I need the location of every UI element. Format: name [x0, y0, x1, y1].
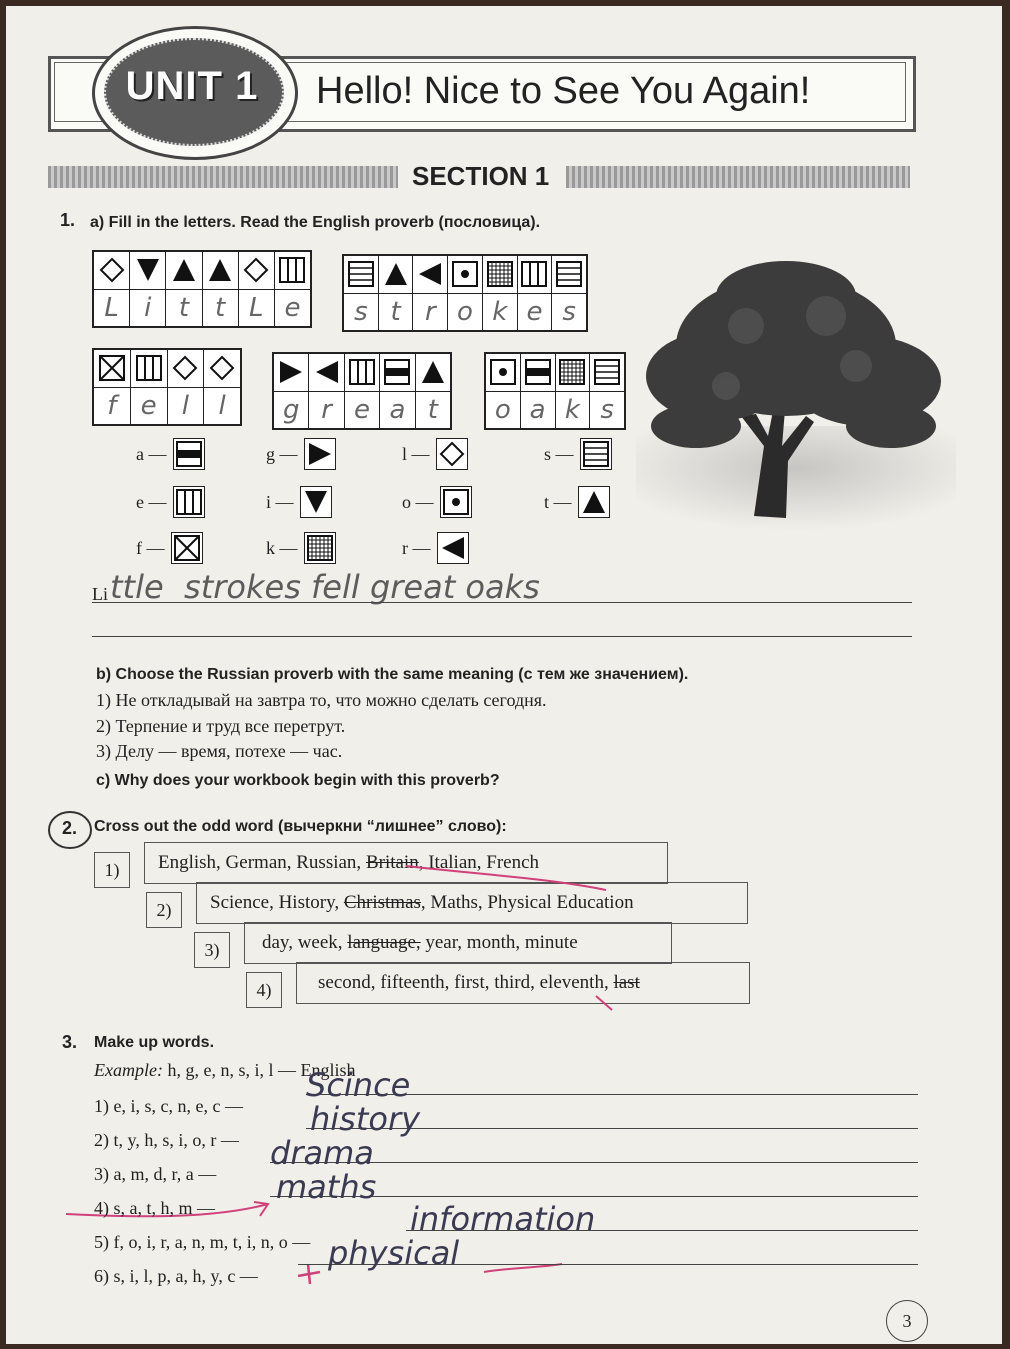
- cipher-letter-cell[interactable]: e: [284, 292, 301, 323]
- cipher-letter-cell[interactable]: e: [518, 294, 553, 331]
- cipher-letter-cell[interactable]: i: [130, 290, 166, 327]
- key-letter: t —: [544, 491, 572, 512]
- proverb-answer-handwritten: ttle strokes fell great oaks: [110, 568, 540, 606]
- key-letter: f —: [136, 537, 165, 558]
- q2-row2-post: , Maths, Physical Education: [420, 892, 634, 913]
- cipher-letter-cell[interactable]: f: [94, 388, 131, 425]
- cipher-letter-cell[interactable]: s: [344, 294, 379, 331]
- q3-example-text: h, g, e, n, s, i, l — English: [167, 1060, 356, 1080]
- cipher-letter-cell[interactable]: L: [94, 290, 130, 327]
- cipher-letter-cell[interactable]: t: [166, 290, 202, 327]
- q2-row3-odd-word[interactable]: language,: [347, 932, 421, 953]
- q3-item-4-letters: 4) s, a, t, h, m —: [94, 1198, 215, 1218]
- q2-row4-pre: second, fifteenth, first, third, eleventh,: [318, 972, 614, 993]
- q2-row4-odd-word[interactable]: last: [613, 972, 640, 993]
- q3-item-1-answer[interactable]: Scince: [306, 1066, 411, 1104]
- q3-item-2-letters: 2) t, y, h, s, i, o, r —: [94, 1130, 239, 1150]
- key-letter: g —: [266, 443, 298, 464]
- q3-item-6-answer[interactable]: physical: [328, 1234, 460, 1272]
- proverb-answer-prefix: Li: [92, 584, 108, 604]
- key-letter: l —: [402, 443, 430, 464]
- q2-row3-post: year, month, minute: [420, 932, 578, 953]
- q1-number: 1.: [60, 210, 76, 230]
- cipher-letter-cell[interactable]: e: [345, 392, 380, 429]
- q3-item-3-answer[interactable]: drama: [270, 1134, 374, 1172]
- q2-row2-odd-word[interactable]: Christmas: [343, 892, 421, 913]
- q2-row1-post: , Italian, French: [418, 852, 540, 873]
- q3-example-label: Example:: [94, 1060, 163, 1080]
- q3-item-4-answer[interactable]: maths: [276, 1168, 377, 1206]
- cipher-letter-cell[interactable]: k: [556, 392, 591, 429]
- q3-item-6-letters: 6) s, i, l, p, a, h, y, c —: [94, 1266, 258, 1286]
- q2-row1-odd-word[interactable]: Britain: [365, 852, 419, 873]
- cipher-letter-cell[interactable]: o: [448, 294, 483, 331]
- key-letter: a —: [136, 443, 167, 464]
- q1b-option-1: 1) Не откладывай на завтра то, что можно сделать сегодня.: [96, 690, 547, 710]
- cipher-letter-cell[interactable]: l: [218, 390, 226, 421]
- q3-number: 3.: [62, 1032, 78, 1052]
- unit-title: Hello! Nice to See You Again!: [316, 70, 811, 112]
- q1c-instruction: c) Why does your workbook begin with this proverb?: [96, 772, 500, 789]
- cipher-letter-cell[interactable]: l: [168, 388, 205, 425]
- cipher-letter-cell[interactable]: g: [274, 392, 309, 429]
- key-letter: i —: [266, 491, 294, 512]
- q2-row4-number: 4): [246, 972, 282, 1008]
- cipher-letter-cell[interactable]: o: [486, 392, 521, 429]
- unit-label: UNIT 1: [125, 64, 259, 108]
- q1a-instruction: a) Fill in the letters. Read the English proverb (пословица).: [90, 214, 541, 231]
- q2-row3-number: 3): [194, 932, 230, 968]
- q2-row2-pre: Science, History,: [210, 892, 344, 913]
- cipher-letter-cell[interactable]: e: [131, 388, 168, 425]
- q3-item-1-letters: 1) e, i, s, c, n, e, c —: [94, 1096, 243, 1116]
- q3-item-5-letters: 5) f, o, i, r, a, n, m, t, i, n, o —: [94, 1232, 311, 1252]
- cipher-letter-cell[interactable]: s: [600, 394, 614, 425]
- key-letter: e —: [136, 491, 167, 512]
- cipher-letter-cell[interactable]: t: [427, 394, 438, 425]
- cipher-letter-cell[interactable]: L: [239, 290, 275, 327]
- q1b-option-2: 2) Терпение и труд все перетрут.: [96, 716, 346, 736]
- cipher-letter-cell[interactable]: t: [203, 290, 239, 327]
- workbook-page: [6, 6, 1002, 1344]
- cipher-letter-cell[interactable]: a: [380, 392, 415, 429]
- q3-item-5-answer[interactable]: information: [410, 1200, 596, 1238]
- q3-item-3-letters: 3) a, m, d, r, a —: [94, 1164, 217, 1184]
- q1b-instruction: b) Choose the Russian proverb with the same meaning (с тем же значением).: [96, 666, 689, 683]
- q2-row3-pre: day, week,: [262, 932, 348, 953]
- q2-row2-number: 2): [146, 892, 182, 928]
- q2-row1-number: 1): [94, 852, 130, 888]
- q3-item-2-answer[interactable]: history: [310, 1100, 421, 1138]
- page-number: 3: [886, 1300, 928, 1342]
- section-title: SECTION 1: [406, 161, 555, 192]
- cipher-letter-cell[interactable]: a: [521, 392, 556, 429]
- cipher-letter-cell[interactable]: r: [413, 294, 448, 331]
- cipher-letter-cell[interactable]: s: [562, 296, 576, 327]
- q2-instruction: Cross out the odd word (вычеркни “лишнее” слово):: [94, 818, 507, 835]
- key-letter: r —: [402, 537, 431, 558]
- key-letter: k —: [266, 537, 298, 558]
- key-letter: o —: [402, 491, 434, 512]
- key-letter: s —: [544, 443, 574, 464]
- cipher-letter-cell[interactable]: r: [309, 392, 344, 429]
- q2-row1-pre: English, German, Russian,: [158, 852, 366, 873]
- q3-instruction: Make up words.: [94, 1034, 215, 1051]
- cipher-letter-cell[interactable]: k: [483, 294, 518, 331]
- q2-number: 2.: [62, 818, 78, 838]
- cipher-letter-cell[interactable]: t: [379, 294, 414, 331]
- q1b-option-3: 3) Делу — время, потехе — час.: [96, 741, 343, 761]
